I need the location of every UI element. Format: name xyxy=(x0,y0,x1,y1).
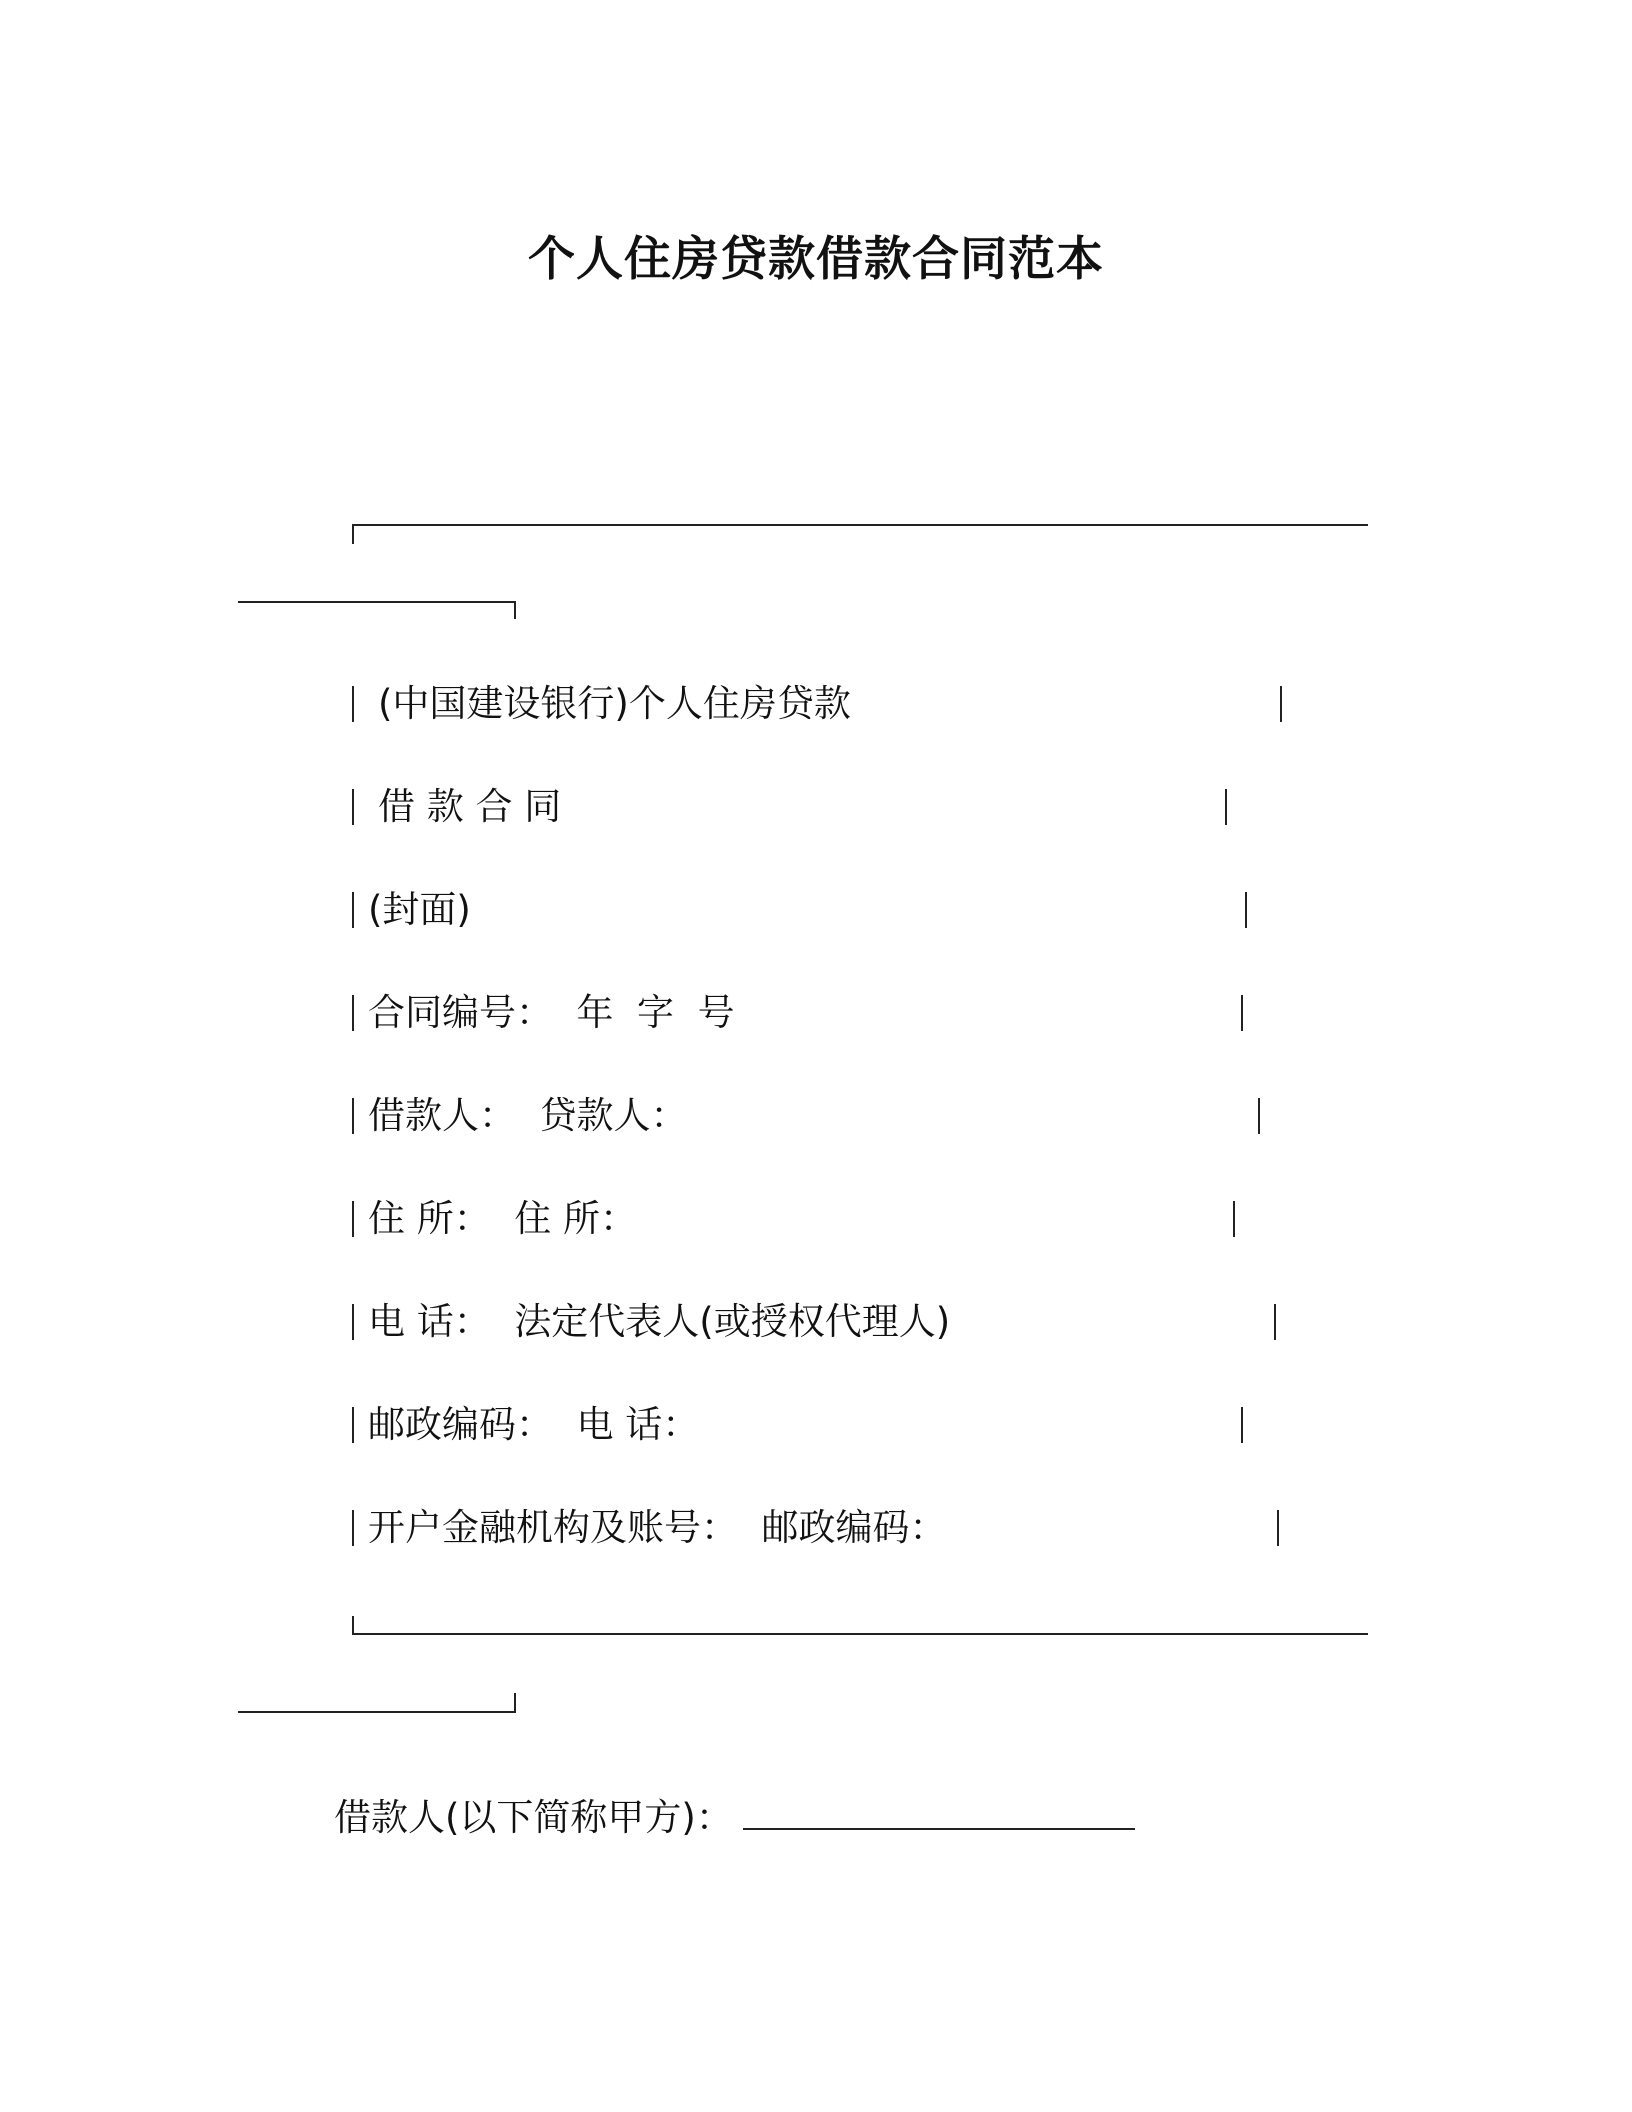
cover-right-tick xyxy=(1241,995,1243,1031)
cover-right-tick xyxy=(1225,789,1227,825)
cover-right-tick xyxy=(1277,1510,1279,1546)
cover-line-postcode-phone: 邮政编码： 电 话： xyxy=(368,1403,700,1446)
cover-left-tick xyxy=(352,892,354,928)
cover-frame-top-line xyxy=(352,524,1368,526)
cover-frame-top-underline-tick xyxy=(514,601,516,619)
cover-left-tick xyxy=(352,1304,354,1340)
cover-right-tick xyxy=(1241,1407,1243,1443)
cover-line-address: 住 所： 住 所： xyxy=(368,1197,638,1240)
cover-line-cover: (封面) xyxy=(368,888,471,931)
borrower-label: 借款人(以下简称甲方)： xyxy=(334,1796,733,1839)
cover-left-tick xyxy=(352,1098,354,1134)
cover-left-tick xyxy=(352,995,354,1031)
cover-right-tick xyxy=(1233,1201,1235,1237)
borrower-intro-line xyxy=(334,1796,1135,1840)
cover-frame-bottom-underline xyxy=(238,1711,516,1713)
cover-frame-bottom-line xyxy=(352,1633,1368,1635)
cover-line-bank: (中国建设银行)个人住房贷款 xyxy=(378,682,851,725)
cover-left-tick xyxy=(352,1510,354,1546)
cover-left-tick xyxy=(352,789,354,825)
cover-line-contract: 借 款 合 同 xyxy=(378,785,562,828)
cover-line-parties: 借款人： 贷款人： xyxy=(368,1094,688,1137)
cover-frame-top-tick xyxy=(352,524,354,544)
cover-frame-top-underline xyxy=(238,601,516,603)
cover-frame-bottom-tick xyxy=(352,1616,354,1634)
cover-right-tick xyxy=(1245,892,1247,928)
cover-right-tick xyxy=(1274,1304,1276,1340)
document-title: 个人住房贷款借款合同范本 xyxy=(528,232,1104,287)
cover-line-contract-number: 合同编号： 年 字 号 xyxy=(368,991,735,1034)
cover-line-bank-account: 开户金融机构及账号： 邮政编码： xyxy=(368,1506,947,1549)
borrower-blank[interactable] xyxy=(743,1798,1135,1830)
cover-left-tick xyxy=(352,686,354,722)
cover-right-tick xyxy=(1280,686,1282,722)
cover-left-tick xyxy=(352,1407,354,1443)
cover-line-phone-representative: 电 话： 法定代表人(或授权代理人) xyxy=(368,1300,951,1343)
cover-right-tick xyxy=(1258,1098,1260,1134)
cover-frame-bottom-underline-tick xyxy=(514,1693,516,1711)
cover-left-tick xyxy=(352,1201,354,1237)
